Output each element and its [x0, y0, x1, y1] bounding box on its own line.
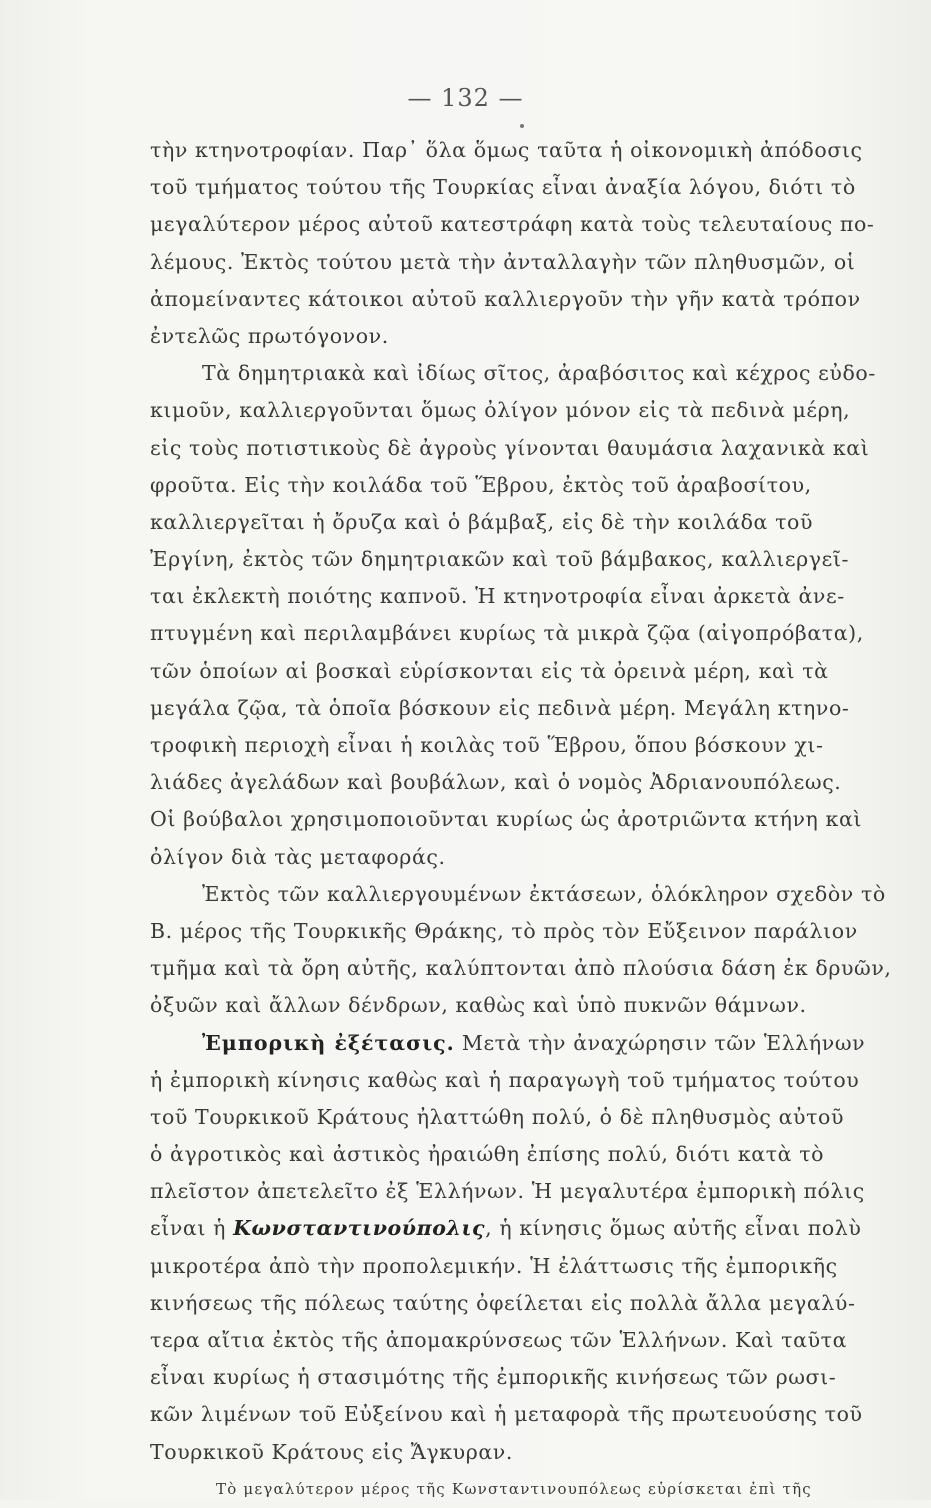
text-line: Ἐργίνη, ἐκτὸς τῶν δημητριακῶν καὶ τοῦ βάμβακος, καλλιεργεῖ- — [150, 547, 849, 572]
text-line: ὀλίγον διὰ τὰς μεταφοράς. — [150, 844, 446, 869]
text-line: τοῦ Τουρκικοῦ Κράτους ἠλαττώθη πολύ, ὁ δὲ πληθυσμὸς αὐτοῦ — [150, 1104, 845, 1129]
section-heading: Ἐμπορικὴ ἐξέτασις. — [202, 1030, 455, 1055]
text-run: , ἡ κίνησις ὅμως αὐτῆς εἶναι πολὺ — [485, 1216, 862, 1241]
text-line: μικροτέρα ἀπὸ τὴν προπολεμικήν. Ἡ ἐλάττωσις τῆς ἐμπορικῆς — [150, 1253, 838, 1278]
text-line: ἐντελῶς πρωτόγονον. — [150, 323, 389, 348]
text-line: πλεῖστον ἀπετελεῖτο ἐξ Ἑλλήνων. Ἡ μεγαλυτέρα ἐμπορικὴ πόλις — [150, 1179, 865, 1204]
text-line: τῶν ὁποίων αἱ βοσκαὶ εὑρίσκονται εἰς τὰ ὀρεινὰ μέρη, καὶ τὰ — [150, 658, 829, 683]
body-text — [150, 132, 920, 1508]
text-line: φροῦτα. Εἰς τὴν κοιλάδα τοῦ Ἕβρου, ἐκτὸς τοῦ ἀραβοσίτου, — [150, 472, 812, 497]
text-line: κιμοῦν, καλλιεργοῦνται ὅμως ὀλίγον μόνον εἰς τὰ πεδινὰ μέρη, — [150, 398, 851, 423]
text-line: Τὰ δημητριακὰ καὶ ἰδίως σῖτος, ἀραβόσιτος καὶ κέχρος εὐδο- — [202, 361, 876, 386]
text-line: Τουρκικοῦ Κράτους εἰς Ἄγκυραν. — [150, 1439, 513, 1464]
text-line: τερα αἴτια ἐκτὸς τῆς ἀπομακρύνσεως τῶν Ἑλλήνων. Καὶ ταῦτα — [150, 1328, 848, 1352]
print-mark — [520, 124, 524, 128]
text-line: ται ἐκλεκτὴ ποιότης καπνοῦ. Ἡ κτηνοτροφία εἶναι ἀρκετὰ ἀνε- — [150, 584, 845, 609]
text-run: Μετὰ τὴν ἀναχώρησιν τῶν Ἑλλήνων — [461, 1030, 866, 1055]
text-line: ὁ ἀγροτικὸς καὶ ἀστικὸς ἠραιώθη ἐπίσης πολύ, διότι κατὰ τὸ — [150, 1142, 825, 1167]
footnote: Τὸ μεγαλύτερον μέρος τῆς Κωνσταντινουπόλεως εὑρίσκεται ἐπὶ τῆς — [216, 1479, 812, 1498]
page-number: — 132 — — [407, 84, 524, 112]
text-line: τὴν κτηνοτροφίαν. Παρ᾽ ὅλα ὅμως ταῦτα ἡ οἰκονομικὴ ἀπόδοσις — [150, 138, 863, 162]
text-line: μεγαλύτερον μέρος αὐτοῦ κατεστράφη κατὰ τοὺς τελευταίους πο- — [150, 212, 875, 237]
text-line: καλλιεργεῖται ἡ ὄρυζα καὶ ὁ βάμβαξ, εἰς δὲ τὴν κοιλάδα τοῦ — [150, 509, 814, 534]
text-line: Β. μέρος τῆς Τουρκικῆς Θράκης, τὸ πρὸς τὸν Εὔξεινον παράλιον — [150, 918, 858, 943]
text-line: τμῆμα καὶ τὰ ὄρη αὐτῆς, καλύπτονται ἀπὸ πλούσια δάση ἐκ δρυῶν, — [150, 956, 892, 981]
city-name: Κωνσταντινούπολις — [233, 1216, 486, 1241]
text-line: ὀξυῶν καὶ ἄλλων δένδρων, καθὼς καὶ ὑπὸ πυκνῶν θάμνων. — [150, 993, 807, 1018]
text-line: κινήσεως τῆς πόλεως ταύτης ὀφείλεται εἰς πολλὰ ἄλλα μεγαλύ- — [150, 1290, 856, 1315]
text-line: ἀπομείναντες κάτοικοι αὐτοῦ καλλιεργοῦν τὴν γῆν κατὰ τρόπον — [150, 286, 861, 311]
section-heading-line — [150, 1025, 920, 1062]
text-line: ἡ ἐμπορικὴ κίνησις καθὼς καὶ ἡ παραγωγὴ τοῦ τμήματος τούτου — [150, 1067, 860, 1092]
text-line-with-city — [150, 1210, 920, 1247]
text-run: εἶναι ἡ — [150, 1216, 226, 1241]
text-line: εἰς τοὺς ποτιστικοὺς δὲ ἀγροὺς γίνονται θαυμάσια λαχανικὰ καὶ — [150, 435, 870, 460]
text-line: τοῦ τμήματος τούτου τῆς Τουρκίας εἶναι ἀναξία λόγου, διότι τὸ — [150, 175, 856, 200]
text-line: λιάδες ἀγελάδων καὶ βουβάλων, καὶ ὁ νομὸς Ἀδριανουπόλεως. — [150, 770, 842, 795]
text-line: λέμους. Ἐκτὸς τούτου μετὰ τὴν ἀνταλλαγὴν τῶν πληθυσμῶν, οἱ — [150, 249, 856, 274]
text-line: κῶν λιμένων τοῦ Εὐξείνου καὶ ἡ μεταφορὰ τῆς πρωτευούσης τοῦ — [150, 1402, 863, 1427]
text-line: Ἐκτὸς τῶν καλλιεργουμένων ἐκτάσεων, ὁλόκληρον σχεδὸν τὸ — [202, 881, 886, 906]
text-line: τροφικὴ περιοχὴ εἶναι ἡ κοιλὰς τοῦ Ἕβρου, ὅπου βόσκουν χι- — [150, 733, 824, 757]
text-line: εἶναι κυρίως ἡ στασιμότης τῆς ἐμπορικῆς κινήσεως τῶν ρωσι- — [150, 1365, 837, 1390]
text-line: πτυγμένη καὶ περιλαμβάνει κυρίως τὰ μικρὰ ζῷα (αἰγοπρόβατα), — [150, 621, 864, 646]
text-line: Οἱ βούβαλοι χρησιμοποιοῦνται κυρίως ὡς ἀροτριῶντα κτήνη καὶ — [150, 807, 863, 832]
text-line: μεγάλα ζῷα, τὰ ὁποῖα βόσκουν εἰς πεδινὰ μέρη. Μεγάλη κτηνο- — [150, 695, 850, 720]
